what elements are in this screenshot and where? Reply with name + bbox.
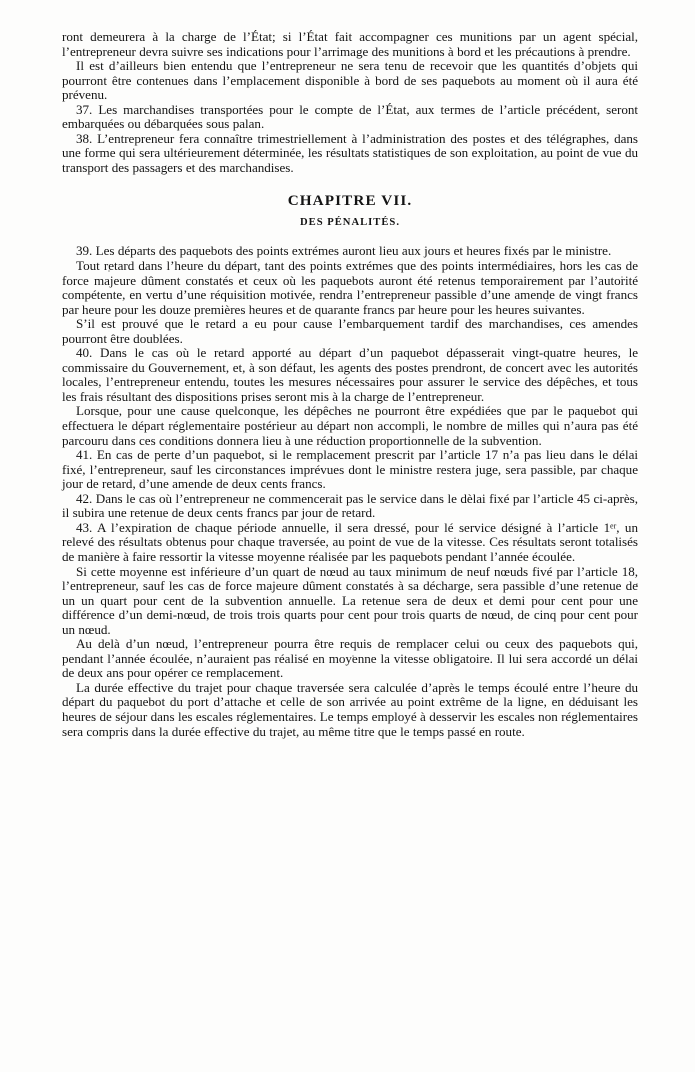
page-text-block <box>62 30 638 739</box>
paragraph-continuation: ront demeurera à la charge de l’État; si l’État fait accompagner ces munitions par un agent spécial, l’entrepreneur devra suivre ses indications pour l’arrimage des munitions à bord et les précautions à prendre. <box>62 29 638 59</box>
article-41: 41. En cas de perte d’un paquebot, si le remplacement prescrit par l’article 17 n’a pas lieu dans le délai fixé, l’entrepreneur, sauf les circonstances imprévues dont le ministre restera juge, sera passible, par chaque jour de retard, d’une amende de deux cents francs. <box>62 447 638 492</box>
chapter-subtitle: DES PÉNALITÉS. <box>300 217 400 229</box>
article-43: 43. A l’expiration de chaque période annuelle, il sera dressé, pour lé service désigné à l’article 1ᵉʳ, un relevé des résultats obtenus pour chaque traversée, au point de vue de la vitesse. Ces résultats seront totalisés de manière à faire ressortir la vitesse moyenne réalisée par les paquebots pendant l’année écoulée. <box>62 519 638 564</box>
paragraph: La durée effective du trajet pour chaque traversée sera calculée d’après le temps écoulé entre l’heure du départ du paquebot du port d’attache et celle de son arrivée au point extrême de la ligne, en déduisant les heures de séjour dans les escales réglementaires. Le temps employé à desservir les escales non réglementaires sera compris dans la durée effective du trajet, au même titre que le temps passé en route. <box>62 679 638 739</box>
article-38: 38. L’entrepreneur fera connaître trimestriellement à l’administration des postes et des télégraphes, dans une forme qui sera ultérieurement déterminée, les résultats statistiques de son exploitation, au point de vue du transport des passagers et des marchandises. <box>62 130 638 175</box>
article-37: 37. Les marchandises transportées pour le compte de l’État, aux termes de l’article précédent, seront embarquées ou débarquées sous palan. <box>62 101 638 132</box>
paragraph: Il est d’ailleurs bien entendu que l’entrepreneur ne sera tenu de recevoir que les quantités d’objets qui pourront être contenues dans l’emplacement disponible à bord de ses paquebots au moment où il aura été prévenu. <box>62 58 638 103</box>
paragraph: Lorsque, pour une cause quelconque, les dépêches ne pourront être expédiées que par le paquebot qui effectuera le départ réglementaire postérieur au départ non accompli, le nombre de milles qui n’aura pas été parcouru dans ces conditions donnera lieu à une réduction proportionnelle de la subvention. <box>62 403 638 448</box>
paragraph: Au delà d’un nœud, l’entrepreneur pourra être requis de remplacer celui ou ceux des paquebots qui, pendant l’année écoulée, n’auraient pas réalisé en moyenne la vitesse obligatoire. Il lui sera accordé un délai de deux ans pour opérer ce remplacement. <box>62 636 638 681</box>
chapter-title: CHAPITRE VII. <box>287 192 413 210</box>
paragraph: S’il est prouvé que le retard a eu pour cause l’embarquement tardif des marchandises, ces amendes pourront être doublées. <box>62 316 638 346</box>
paragraph: Tout retard dans l’heure du départ, tant des points extrémes que des points intermédiaires, hors les cas de force majeure dûment constatés et ceux où les paquebots auront été retenus temporairement par l’autorité compétente, en vertu d’une réquisition motivée, rendra l’entrepreneur passible d’une amende de vingt francs par heure pour les douze premières heures et de quarante francs par heure pour les heures suivantes. <box>62 258 638 317</box>
article-42: 42. Dans le cas où l’entrepreneur ne commencerait pas le service dans le dèlai fixé par l’article 45 ci-après, il subira une retenue de deux cents francs par jour de retard. <box>62 490 638 521</box>
article-40: 40. Dans le cas où le retard apporté au départ d’un paquebot dépasserait vingt-quatre heures, le commissaire du Gouvernement, et, à son défaut, les agents des postes prendront, de concert avec les autorités locales, l’entrepreneur entendu, toutes les mesures nécessaires pour assurer le service des dépêches, et tous les frais résultant des dispositions prises seront mis à la charge de l’entrepreneur. <box>62 345 638 404</box>
paragraph: Si cette moyenne est inférieure d’un quart de nœud au taux minimum de neuf nœuds fivé par l’article 18, l’entrepreneur, sauf les cas de force majeure dûment constatés à sa décharge, sera passible d’une retenue de un un quart pour cent de la subvention annuelle. La retenue sera de deux et demi pour cent pour une différence d’un demi-nœud, de trois trois quarts pour cent pour trois quarts de nœud, de cinq pour cent pour un nœud. <box>62 563 638 637</box>
article-39: 39. Les départs des paquebots des points extrémes auront lieu aux jours et heures fixés par le ministre. <box>76 243 612 259</box>
